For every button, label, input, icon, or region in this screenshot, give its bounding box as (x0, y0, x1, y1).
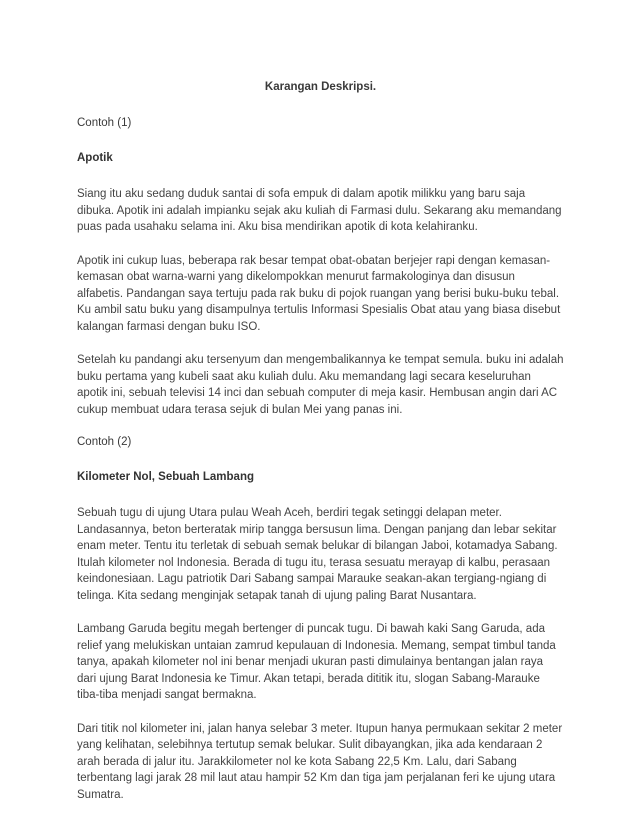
example-1-paragraph-3: Setelah ku pandangi aku tersenyum dan mengembalikannya ke tempat semula. buku ini adalah buku pertama yang kubeli saat aku kuliah dulu. Aku memandang lagi secara keseluruhan apotik ini, sebuah televisi 14 inci dan sebuah computer di meja kasir. Hembusan angin dari AC cukup membuat udara terasa sejuk di bulan Mei yang panas ini. (77, 354, 564, 416)
example-2-paragraph-2: Lambang Garuda begitu megah bertenger di puncak tugu. Di bawah kaki Sang Garuda, ada relief yang melukiskan untaian zamrud kepulauan di Indonesia. Memang, sempat timbul tanda tanya, apakah kilometer nol ini benar menjadi ukuran pasti dimulainya bentangan jalan raya dari ujung Barat Indonesia ke Timur. Akan tetapi, berada dititik itu, slogan Sabang-Marauke tiba-tiba menjadi sangat bermakna. (77, 623, 556, 701)
example-2-paragraph-1: Sebuah tugu di ujung Utara pulau Weah Aceh, berdiri tegak setinggi delapan meter. Landasannya, beton berteratak mirip tangga bersusun lima. Dengan panjang dan lebar sekitar enam meter. Tentu itu terletak di sebuah semak belukar di bilangan Jaboi, kotamadya Sabang. Itulah kilometer nol Indonesia. Berada di tugu itu, terasa sesuatu merayap di kalbu, perasaan keindonesiaan. Lagu patriotik Dari Sabang sampai Marauke seakan-akan tergiang-ngiang di telinga. Kita sedang menginjak setapak tanah di ujung paling Barat Nusantara. (77, 507, 558, 602)
example-2-paragraph-3: Dari titik nol kilometer ini, jalan hanya selebar 3 meter. Itupun hanya permukaan sekitar 2 meter yang kelihatan, selebihnya tertutup semak belukar. Sulit dibayangkan, jika ada kendaraan 2 arah berada di jalur itu. Jarakkilometer nol ke kota Sabang 22,5 Km. Lalu, dari Sabang terbentang lagi jarak 28 mil laut atau hampir 52 Km dan tiga jam perjalanan feri ke ujung utara Sumatra. (77, 722, 563, 801)
example-2-label: Contoh (2) (77, 436, 132, 448)
example-1-paragraph-2: Apotik ini cukup luas, beberapa rak besar tempat obat-obatan berjejer rapi dengan kemasan-kemasan obat warna-warni yang dikelompokkan menurut farmakologinya dan disusun alfabetis. Pandangan saya tertuju pada rak buku di pojok ruangan yang berisi buku-buku tebal. Ku ambil satu buku yang disampulnya tertulis Informasi Spesialis Obat atau yang biasa disebut kalangan farmasi dengan buku ISO. (77, 254, 561, 333)
example-1-paragraph-1: Siang itu aku sedang duduk santai di sofa empuk di dalam apotik milikku yang baru saja dibuka. Apotik ini adalah impianku sejak aku kuliah di Farmasi dulu. Sekarang aku memandang puas pada usahaku selama ini. Aku bisa mendirikan apotik di kota kelahiranku. (77, 188, 562, 233)
document-title: Karangan Deskripsi. (264, 81, 377, 93)
example-1-heading: Apotik (77, 152, 113, 164)
example-1-label: Contoh (1) (77, 117, 132, 129)
example-2-heading: Kilometer Nol, Sebuah Lambang (77, 471, 254, 483)
